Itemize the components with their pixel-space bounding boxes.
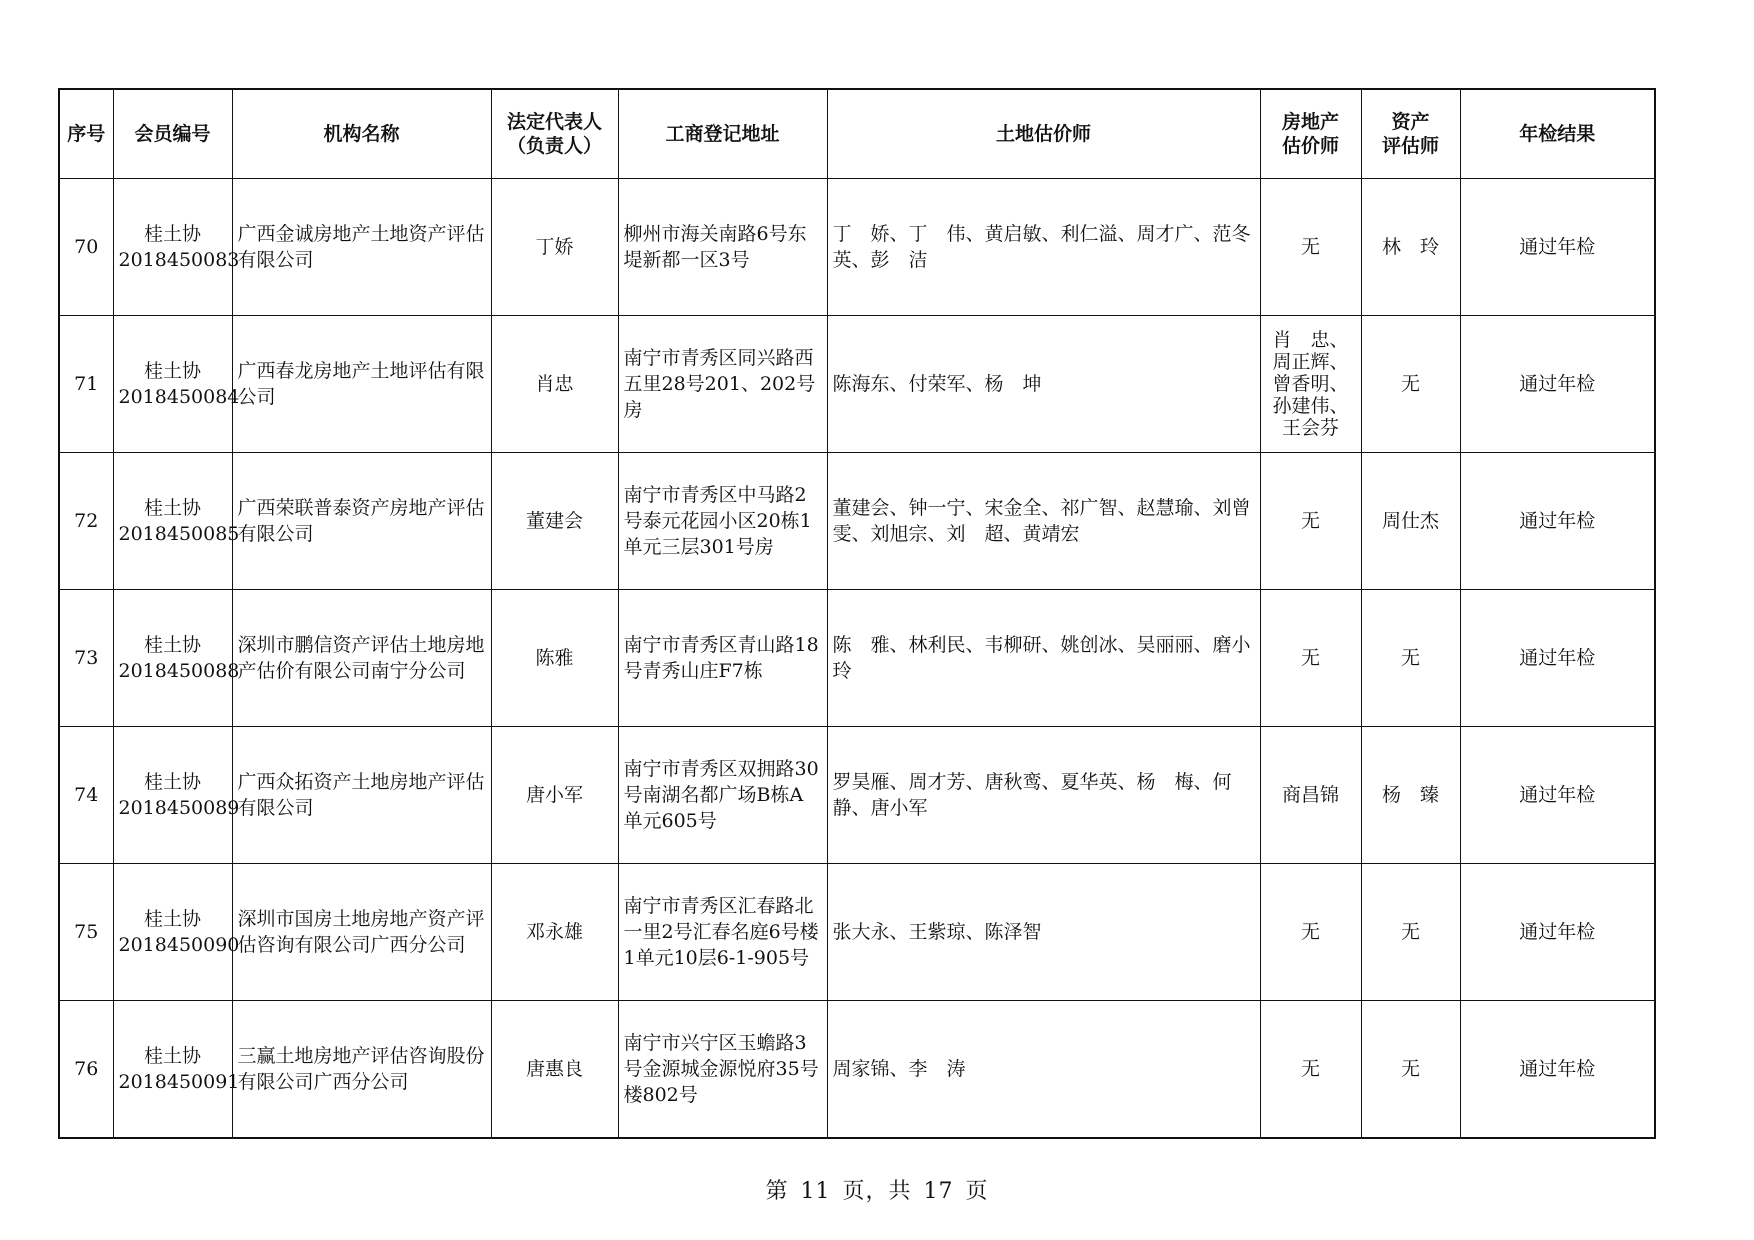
cell-legal-rep: 陈雅	[491, 590, 618, 727]
cell-seq: 75	[59, 864, 113, 1001]
header-seq: 序号	[59, 89, 113, 179]
table-row	[59, 1001, 1655, 1139]
header-land-appraisers: 土地估价师	[827, 89, 1260, 179]
cell-org-name: 广西众拓资产土地房地产评估有限公司	[232, 727, 491, 864]
table-row	[59, 316, 1655, 453]
cell-seq: 72	[59, 453, 113, 590]
cell-asset-appraisers: 杨 臻	[1361, 727, 1460, 864]
cell-asset-appraisers: 无	[1361, 316, 1460, 453]
cell-address: 南宁市青秀区中马路2号泰元花园小区20栋1单元三层301号房	[618, 453, 827, 590]
cell-asset-appraisers: 无	[1361, 590, 1460, 727]
cell-realestate-appraisers: 无	[1260, 179, 1361, 316]
cell-land-appraisers: 罗昊雁、周才芳、唐秋鸾、夏华英、杨 梅、何 静、唐小军	[827, 727, 1260, 864]
cell-asset-appraisers: 周仕杰	[1361, 453, 1460, 590]
cell-land-appraisers: 陈海东、付荣军、杨 坤	[827, 316, 1260, 453]
annual-inspection-table	[58, 88, 1656, 1139]
cell-land-appraisers: 陈 雅、林利民、韦柳研、姚创冰、吴丽丽、磨小玲	[827, 590, 1260, 727]
cell-org-name: 三赢土地房地产评估咨询股份有限公司广西分公司	[232, 1001, 491, 1139]
cell-seq: 71	[59, 316, 113, 453]
cell-member-no: 桂土协 2018450083	[113, 179, 232, 316]
cell-seq: 73	[59, 590, 113, 727]
cell-result: 通过年检	[1460, 727, 1655, 864]
cell-realestate-appraisers: 肖 忠、 周正辉、 曾香明、 孙建伟、 王会芬	[1260, 316, 1361, 453]
cell-result: 通过年检	[1460, 179, 1655, 316]
cell-result: 通过年检	[1460, 590, 1655, 727]
header-legal-rep: 法定代表人 （负责人）	[491, 89, 618, 179]
cell-result: 通过年检	[1460, 1001, 1655, 1139]
current-page-number: 11	[800, 1179, 831, 1204]
cell-seq: 76	[59, 1001, 113, 1139]
cell-address: 南宁市青秀区同兴路西五里28号201、202号房	[618, 316, 827, 453]
cell-org-name: 深圳市鹏信资产评估土地房地产估价有限公司南宁分公司	[232, 590, 491, 727]
footer-prefix: 第	[765, 1179, 789, 1204]
cell-legal-rep: 唐小军	[491, 727, 618, 864]
cell-realestate-appraisers: 无	[1260, 1001, 1361, 1139]
cell-realestate-appraisers: 无	[1260, 453, 1361, 590]
cell-land-appraisers: 张大永、王紫琼、陈泽智	[827, 864, 1260, 1001]
cell-legal-rep: 唐惠良	[491, 1001, 618, 1139]
cell-legal-rep: 丁娇	[491, 179, 618, 316]
table-row	[59, 179, 1655, 316]
total-page-count: 17	[923, 1179, 954, 1204]
cell-asset-appraisers: 林 玲	[1361, 179, 1460, 316]
footer-suffix: 页	[965, 1179, 989, 1204]
cell-org-name: 广西春龙房地产土地评估有限公司	[232, 316, 491, 453]
cell-address: 南宁市兴宁区玉蟾路3号金源城金源悦府35号楼802号	[618, 1001, 827, 1139]
cell-land-appraisers: 董建会、钟一宁、宋金全、祁广智、赵慧瑜、刘曾雯、刘旭宗、刘 超、黄靖宏	[827, 453, 1260, 590]
header-realestate-appraisers: 房地产 估价师	[1260, 89, 1361, 179]
cell-realestate-appraisers: 无	[1260, 864, 1361, 1001]
cell-address: 柳州市海关南路6号东堤新都一区3号	[618, 179, 827, 316]
cell-member-no: 桂土协 2018450089	[113, 727, 232, 864]
cell-legal-rep: 肖忠	[491, 316, 618, 453]
cell-realestate-appraisers: 无	[1260, 590, 1361, 727]
cell-seq: 70	[59, 179, 113, 316]
cell-legal-rep: 董建会	[491, 453, 618, 590]
cell-asset-appraisers: 无	[1361, 864, 1460, 1001]
cell-address: 南宁市青秀区汇春路北一里2号汇春名庭6号楼1单元10层6-1-905号	[618, 864, 827, 1001]
cell-result: 通过年检	[1460, 316, 1655, 453]
cell-member-no: 桂土协 2018450091	[113, 1001, 232, 1139]
table-row	[59, 864, 1655, 1001]
cell-result: 通过年检	[1460, 453, 1655, 590]
header-org-name: 机构名称	[232, 89, 491, 179]
cell-address: 南宁市青秀区青山路18号青秀山庄F7栋	[618, 590, 827, 727]
cell-org-name: 广西荣联普泰资产房地产评估有限公司	[232, 453, 491, 590]
cell-seq: 74	[59, 727, 113, 864]
cell-org-name: 深圳市国房土地房地产资产评估咨询有限公司广西分公司	[232, 864, 491, 1001]
cell-member-no: 桂土协 2018450085	[113, 453, 232, 590]
table-row	[59, 590, 1655, 727]
cell-org-name: 广西金诚房地产土地资产评估有限公司	[232, 179, 491, 316]
cell-land-appraisers: 丁 娇、丁 伟、黄启敏、利仁溢、周才广、范冬英、彭 洁	[827, 179, 1260, 316]
header-result: 年检结果	[1460, 89, 1655, 179]
cell-asset-appraisers: 无	[1361, 1001, 1460, 1139]
cell-legal-rep: 邓永雄	[491, 864, 618, 1001]
cell-land-appraisers: 周家锦、李 涛	[827, 1001, 1260, 1139]
cell-member-no: 桂土协 2018450084	[113, 316, 232, 453]
cell-member-no: 桂土协 2018450090	[113, 864, 232, 1001]
header-member-no: 会员编号	[113, 89, 232, 179]
cell-result: 通过年检	[1460, 864, 1655, 1001]
table-row	[59, 727, 1655, 864]
table-row	[59, 453, 1655, 590]
page-footer	[0, 1174, 1754, 1205]
header-row	[59, 89, 1655, 179]
header-asset-appraisers: 资产 评估师	[1361, 89, 1460, 179]
cell-member-no: 桂土协 2018450088	[113, 590, 232, 727]
cell-address: 南宁市青秀区双拥路30号南湖名都广场B栋A单元605号	[618, 727, 827, 864]
header-address: 工商登记地址	[618, 89, 827, 179]
footer-middle: 页，共	[842, 1179, 912, 1204]
cell-realestate-appraisers: 商昌锦	[1260, 727, 1361, 864]
